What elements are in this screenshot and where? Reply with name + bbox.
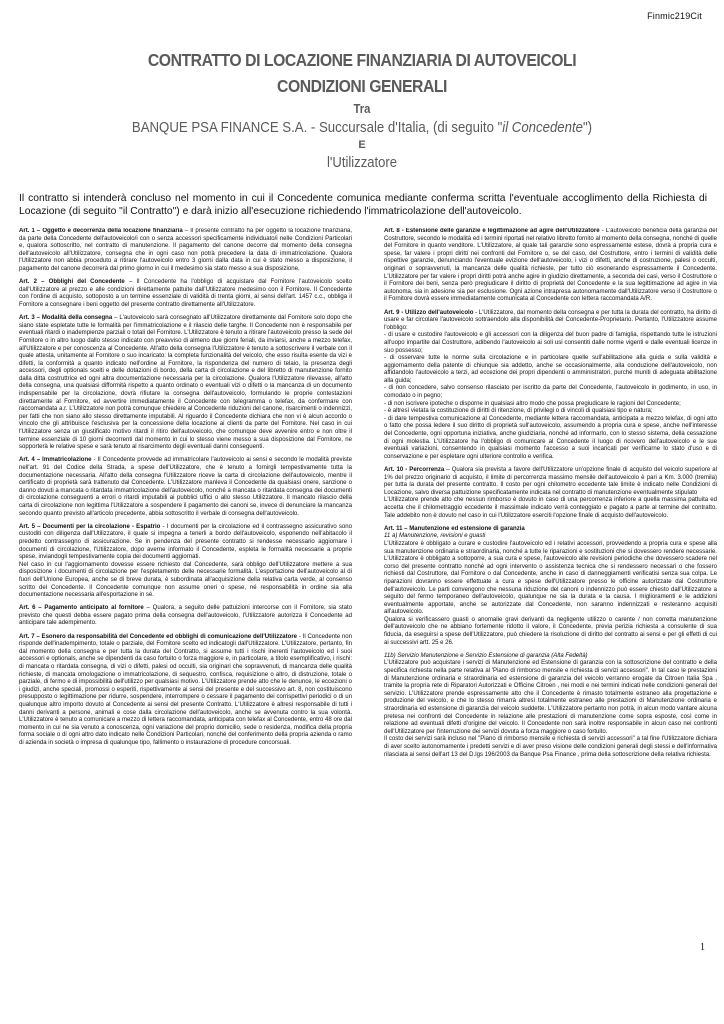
article-text: Il costo dei servizi sarà incluso nel "Piano di rimborso mensile e richiesta di servizi accessori" a tal fine l'Utilizzatore dichiara di aver scelto autonomamente i predetti servizi e di aver preso visione delle condizioni generali degli stessi e dell'informativa rilasciata ai sensi dell'art 13 del D.lgs 196/2003 da Banque Psa Finance , prima della sottoscrizione della relativa richiesta. <box>384 736 717 758</box>
article-text: Qualora si verificassero guasti o anomalie gravi derivanti da negligente utilizzo o carente / non corretta manutenzione dell'autoveicolo che ne abbiano fortemente ridotto il valore, il Concedente, previa perizia richiesta a consulente di sua fiducia, da eseguirsi a spese dell'Utilizzatore, può chiedere la risoluzione di diritto del contratto ai sensi e per gli effetti di cui ai successivi artt. 25 e 26. <box>384 616 717 646</box>
article-paragraph <box>384 228 717 304</box>
article-subheading: 11b) Servizio Manutenzione e Servizio Estensione di garanzia (Alta Fedeltà) <box>384 652 588 659</box>
article-text: - L'autoveicolo beneficia della garanzia del Costruttore, secondo le modalità ed i termini riportati nel relativo libretto fornito al momento della consegna, nonché di quelle del Fornitore in quanto venditore. L'Utilizzatore, al quale tali garanzie sono espressamente estese, dovrà a propria cura e spese, far valere i propri diritti nei confronti del Fornitore o, se del caso, del Costruttore, entro i termini di validità delle rispettive garanzie, denunciando l'eventuale evizione dell'autoveicolo, i vizi o difetti, anche di costruzione, palesi o occulti, originari o sopravvenuti, la mancanza delle qualità richieste, per tutto ciò esonerando espressamente il Concedente. L'Utilizzatore per far valere i propri diritti potrà anche agire in giudizio direttamente, a seconda dei casi, verso il Costruttore o il Fornitore dei beni, senza però pregiudicare il diritto di proprietà del Concedente e la sua legittimazione ad agire in via autonoma, sia in adesione sia per esclusione. Ogni azione intrapresa autonomamente dall'Utilizzatore verso il Costruttore o il Fornitore dovrà essere immediatamente comunicata al Concedente con lettera raccomandata A/R. <box>384 228 717 303</box>
party-lessor-name: BANQUE PSA FINANCE S.A. - Succursale d'Italia, (di seguito " <box>131 119 503 136</box>
article-text: - Il Concedente provvede ad immatricolare l'autoveicolo ai sensi e secondo le modalità previste nell'art. 91 del Codice della Strada, a spese dell'Utilizzatore, che è tenuto a fornirgli tempestivamente tutta la documentazione necessaria. All'atto della consegna l'Utilizzatore riceve la carta di circolazione dell'autoveicolo, mentre il certificato di proprietà sarà trattenuto dal Concedente. L'Utilizzatore manleva il Concedente da qualsiasi onere, sanzione o danno dovuti a mancata o ritardata immatricolazione dell'autoveicolo, nonché a mancata o ritardata consegna dei documenti di circolazione conseguenti a errori o ritardi imputabili ai pubblici uffici o allo stesso Utilizzatore. Il mancato rilascio della carta di circolazione non legittima l'Utilizzatore a sospendere il pagamento dei canoni se, invece di denunciare la mancanza secondo quanto previsto all'articolo precedente, abbia sottoscritto il verbale di consegna dell'autoveicolo. <box>19 457 352 517</box>
article-text: L'Utilizzatore è obbligato a curare e custodire l'autoveicolo ed i relativi accessori, provvedendo a propria cura e spese alla sua manutenzione ordinaria e straordinaria, nonché a tutte le riparazioni e sostituzioni che si dovessero rendere necessarie. L'Utilizzatore è obbligato a sottoporre, a sua cura e spese, l'autoveicolo alle revisioni periodiche che dovessero scadere nel corso del presente contratto nonché ad ogni intervento o assistenza tecnica che si rendessero necessari o che fossero richiesti dal Costruttore, dal Fornitore o dal Concedente, anche in caso di danneggiamenti verificatisi senza sua colpa. Le riparazioni dovranno essere effettuate a cura e spese dell'Utilizzatore presso le officine autorizzate dal Costruttore dell'autoveicolo. Le parti convengono che nessuna riduzione del canoni o indennizzo può essere chiesto dall'Utilizzatore a seguito del fermo temporaneo dell'autoveicolo, qualunque ne sia la durata e la causa. I miglioramenti e le addizioni eventualmente apportate, anche se autorizzate dal Concedente, non saranno indennizzati e resteranno acquisiti all'autoveicolo. <box>384 540 717 616</box>
article-text: Nel caso in cui l'aggiornamento dovesse essere richiesto dal Concedente, sarà obbligo dell'Utilizzatore mettere a sua disposizione i documenti di circolazione per l'espletamento delle necessarie formalità. L'esportazione dell'autoveicolo al di fuori dell'Unione Europea, anche se di breve durata, è subordinata all'acquisizione della relativa carta verde, al consenso scritto del Concedente. Il Concedente comunque non assume oneri o spese, né responsabilità in ordine sia alla documentazione necessaria all'esportazione in sé. <box>19 561 352 599</box>
between-label: Tra <box>353 102 371 116</box>
article-heading: Art. 10 - Percorrenza <box>384 467 445 473</box>
article-paragraph <box>384 416 717 462</box>
article-paragraph <box>19 457 352 518</box>
article-heading: Art. 6 – Pagamento anticipato al fornitore <box>19 605 144 612</box>
article-paragraph <box>384 401 717 409</box>
article-text: - di usare e custodire l'autoveicolo e gli accessori con la diligenza del buon padre di famiglia, rispettando tutte le istruzioni all'uopo impartite dal Costruttore, adibendo l'autoveicolo ai soli usi consentiti dalle norme vigenti e dalle eventuali licenze in suo possesso; <box>384 332 717 354</box>
article-text: – L'autoveicolo sarà consegnato all'Utilizzatore direttamente dal Fornitore solo dopo che siano state espletate tutte le formalità per l'immatricolazione e il rilascio delle targhe. Il Concedente non è responsabile per eventuali ritardi o inadempienze parziali o totali del Fornitore. L'Utilizzatore è tenuto a ritirare l'autoveicolo presso la sede del Fornitore o in altro luogo dallo stesso indicato con preavviso di almeno due giorni feriali, da inviarsi, anche a mezzo telefax, all'Utilizzatore e per conoscenza al Concedente. All'atto della consegna l'Utilizzatore è tenuto a sottoscrivere il verbale con il quale attesta, unitamente al Fornitore o suo incaricato: la completa funzionalità del veicolo, che esso risulta esente da vizi e difetti, la conformità a quanto indicato nell'ordine al Fornitore, la rispondenza del numero di telaio, la presenza degli accessori, degli optionals scelti e delle dotazioni di bordo, della carta di circolazione e del libretto di manutenzione fornito dalla ditta costruttrice ed ogni altra documentazione necessaria per la circolazione. Qualora l'Utilizzatore rilevasse, all'atto della consegna, una qualsiasi difformità rispetto a quanto ordinato o eventuali vizi o difetti o la mancanza di un documento indispensabile per la circolazione, dovrà rifiutare la consegna dell'autoveicolo, formulando le proprie contestazioni direttamente al Fornitore, ed avvertire immediatamente il Concedente con telegramma o telefax, da confermare con raccomandata a.r. L'Utilizzatore non potrà comunque chiedere al Concedente riduzioni del canone, risarcimenti o indennizzi, per fatti che non siano allo stesso direttamente imputabili. Al riguardo il Concedente dichiara che non vi è alcun accordo o vincolo che gli attribuisce l'esclusiva per la concessione della locazione ai clienti da parte del Fornitore. Nel caso in cui l'Utilizzatore senza un giustificato motivo ritardi il ritiro dell'autoveicolo, che comunque deve avvenire entro e non oltre il termine essenziale di 10 giorni decorrenti dal momento in cui lo stesso viene messo a sua disposizione dal Fornitore, ne sopporterà le relative spese e sarà tenuto al risarcimento degli eventuali danni conseguenti. <box>19 315 352 451</box>
article-paragraph <box>384 736 717 759</box>
article-paragraph <box>19 279 352 309</box>
article-paragraph <box>384 310 717 333</box>
article-text: - di osservare tutte le norme sulla circolazione e in particolare quelle sull'abilitazione alla guida e sulla validità e aggiornamento della patente di chiunque sia addetto, anche se occasionalmente, alla conduzione dell'autoveicolo, non affidandolo l'autoveicolo a terzi, ad eccezione dei propri dipendenti o amministratori, purché muniti di adeguata abilitazione alla guida; <box>384 355 717 384</box>
article-text: L'Utilizzatore prende atto che nessun rimborso è dovuto in caso di una percorrenza inferiore a quella massima pattuita ed accetta che il chilometraggio eccedente il massimale indicato verrà conteggiato e pagato a parte al termine del contratto. Tale addebito non è dovuto nel caso in cui l'Utilizzatore eserciti l'opzione finale di acquisto dell'autoveicolo. <box>384 497 717 519</box>
party-lessor <box>43 118 680 138</box>
contract-title: CONTRATTO DI LOCAZIONE FINANZIARIA DI AUTOVEICOLI <box>147 50 577 70</box>
article-text: - di non iscrivere ipoteche o disporne in qualsiasi altro modo che possa pregiudicare le ragioni del Concedente; <box>384 400 681 407</box>
article-text: – Il Concedente ha l'obbligo di acquistare dal Fornitore l'autoveicolo scelto dall'Utilizzatore al prezzo e alle condizioni direttamente pattuite dall'Utilizzatore medesimo con il Fornitore. Il Concedente con l'ordine di acquisto, sottoposto a un termine essenziale di validità di trenta giorni, ai sensi dell'art. 1457 c.c., obbliga il Fornitore a consegnare i beni oggetto del presente contratto direttamente all'Utilizzatore. <box>19 279 352 308</box>
party-lessee: l'Utilizzatore <box>327 155 397 171</box>
article-heading: Art. 3 – Modalità della consegna <box>19 315 113 322</box>
article-heading: Art. 2 – Obblighi del Concedente <box>19 279 125 286</box>
article-paragraph <box>384 653 717 737</box>
article-heading: Art. 5 – Documenti per la circolazione - Espatrio <box>19 523 161 530</box>
title-block <box>0 47 724 174</box>
article-heading: Art. 1 – Oggetto e decorrenza della locazione finanziaria <box>19 228 183 234</box>
intro-paragraph: Il contratto si intenderà concluso nel momento in cui il Concedente comunica mediante conferma scritta l'eventuale accoglimento della Richiesta di Locazione (di seguito "il Contratto") e darà inizio all'esecuzione richiedendo l'immatricolazione dell'autoveicolo. <box>19 193 707 217</box>
article-text: – Qualora sia prevista a favore dell'Utilizzatore un'opzione finale di acquisto del veicolo superiore al 1% del prezzo originario di acquisto, il limite di percorrenza massimo mensile dell'autoveicolo è pari a Km. 3.000 (tremila) per tutta la durata del presente contratto. Il costo per ogni chilometro eccedente tale limite è indicato nelle Condizioni di Locazione, salvo diversa pattuizione specificatamente indicata nel contratto di manutenzione eventualmente stipulato <box>384 467 717 496</box>
article-heading: Art. 9 - Utilizzo dell'autoveicolo <box>384 309 474 316</box>
article-paragraph <box>384 467 717 497</box>
article-paragraph <box>19 315 352 452</box>
article-paragraph <box>19 562 352 600</box>
article-paragraph <box>384 617 717 647</box>
article-heading: Art. 8 - Estensione delle garanzie e legittimazione ad agire dell'Utilizzatore <box>384 228 600 234</box>
left-column <box>19 228 352 943</box>
article-paragraph <box>384 533 717 617</box>
article-text: - I documenti per la circolazione ed il contrassegno assicurativo sono custoditi con diligenza dall'Utilizzatore, il quale si impegna a tenerli a bordo dell'autoveicolo, esponendo nell'abitacolo il predetto contrassegno di assicurazione. Se in pendenza del presente contratto si rendesse necessario aggiornare i documenti di circolazione, l'Utilizzatore, dopo averne informato il Concedente, espleta le formalità necessarie a proprie spese, inviandogli tempestivamente copia dei documenti aggiornati. <box>19 523 352 561</box>
article-paragraph <box>384 408 717 416</box>
page-number: 1 <box>700 942 705 953</box>
article-text: L'Utilizzatore può acquistare i servizi di Manutenzione ed Estensione di garanzia con la sottoscrizione del contratto e della specifica richiesta nella parte relativa al 'Piano di rimborso mensile e richiesta di servizi accessori''. In tal caso le prestazioni di Manutenzione ordinaria e straordinaria ed estensione di garanzia del veicolo verranno erogate da Citroen Italia Spa , tramite la propria rete di Riparatori Autorizzati e Officine Citroen , nei modi e nei termini indicati nelle condizioni generali del servizio. L'Utilizzatore prende espressamente atto che il Concedente è rimasto totalmente estraneo alla progettazione e produzione del veicolo, e che lo stesso rimarrà altresì totalmente estraneo alle prestazioni di Manutenzione ordinaria e straordinaria ed estensione di garanzia del veicolo suddette. L'Utilizzatore pertanto non potrà, in alcun modo vantare alcuna pretesa nei confronti del Concedente in relazione alle prestazioni di manutenzione come sopra esposte, così come in relazione ad eventuali difetti d'origine del veicolo. Il Concedente non sarà inoltre responsabile in alcun caso nei confronti dell'Utilizzatore per l'interruzione dei servizi dovuta a forza maggiore o caso fortuito. <box>384 660 717 735</box>
article-text: - di dare tempestiva comunicazione al Concedente, mediante lettera raccomandata, anticipata a mezzo telefax, di ogni atto o fatto che possa ledere il suo diritto di proprietà sull'autoveicolo, assumendo a propria cura e spese, anche nell'interesse del Concedente, ogni opportuna iniziativa, anche giudiziaria, nonché ad informarlo, con lo stesso sistema, della cessazione di ogni molestia. L'Utilizzatore ha l'obbligo di comunicare al Concedente il luogo di ricovero dell'autoveicolo e le sue eventuali variazioni, consentendo in qualsiasi momento l'accesso a suoi incaricati per verificarne lo stato d'uso e di conservazione e per espletare ogni ulteriore controllo e verifica. <box>384 415 717 460</box>
party-lessor-end: ") <box>582 119 593 136</box>
article-paragraph <box>19 634 352 748</box>
article-text: – Qualora, a seguito delle pattuizioni intercorse con il Fornitore, sia stato previsto che questi debba essere pagato prima della consegna dell'autoveicolo, l'Utilizzatore autorizza il Concedente ad anticipare tale adempimento. <box>19 605 352 627</box>
article-text: – Il presente contratto ha per oggetto la locazione finanziaria, da parte della Concedente dell'autoveicolo/i con o senza accessori specificamente individuato/i nelle Condizioni Particolari e, qualora sottoscritto, nel contratto di manutenzione. Il pagamento del canone decorre dal momento della consegna dell'autoveicolo all'Utilizzatore, consegna che in ogni caso non potrà precedere la data di immatricolazione. Qualora l'Utilizzatore non abbia proceduto a ritirare l'autoveicolo entro 3 giorni dalla data in cui è stato messo a disposizione, il pagamento del canone decorrerà dal primo giorno in cui il medesimo sia stato messo a sua disposizione. <box>19 228 352 272</box>
article-heading: Art. 7 – Esonero da responsabilità del Concedente ed obblighi di comunicazione dell'Utilizzatore <box>19 633 298 640</box>
article-paragraph <box>384 332 717 355</box>
article-subheading: 11 a) Manutenzione, revisioni e guasti <box>384 533 486 540</box>
article-text: - è altresì vietata la costituzione di diritti di ritenzione, di privilegi o di vincoli di qualsiasi tipo e natura; <box>384 408 653 415</box>
article-paragraph <box>19 524 352 562</box>
article-paragraph <box>384 385 717 400</box>
document-code: Finmic219Cit <box>647 11 702 21</box>
article-heading: Art. 11 – Manutenzione ed estensione di garanzia <box>384 525 525 532</box>
article-paragraph <box>384 355 717 385</box>
party-lessor-alias: il Concedente <box>502 119 583 136</box>
contract-subtitle: CONDIZIONI GENERALI <box>277 76 447 96</box>
and-label: E <box>358 139 366 151</box>
right-column <box>384 228 717 943</box>
article-text: - L'Utilizzatore, dal momento della consegna e per tutta la durata del contratto, ha diritto di usare e far circolare l'autoveicolo sottraendolo alla disponibilità del Concedente-Proprietario. Pertanto, l'Utilizzatore assume l'obbligo: <box>384 309 717 331</box>
article-paragraph <box>384 497 717 520</box>
article-text: - di non concedere, salvo consenso rilasciato per iscritto da parte del Concedente, l'autoveicolo in godimento, in uso, in comodato o in pegno; <box>384 385 717 400</box>
article-text: - Il Concedente non risponde dell'inadempimento, totale o parziale, del Fornitore scelto ed indicatogli dall'Utilizzatore. L'Utilizzatore, pertanto, fin dal momento della consegna e per tutta la durata del Contratto, si assume tutti i rischi inerenti l'autoveicolo ed i suoi accessori e optionals, anche se dipendenti da caso fortuito o forza maggiore e, in particolare, a titolo esemplificativo, i rischi: di mancata o ritardata consegna, di vizi o difetti, palesi od occulti, sia originari che sopravvenuti, di mancanza delle qualità richieste, di mancata omologazione o immatricolazione, di sequestro, confisca, requisizione o altro, di distruzione, totale o parziale, di fermo e di impossibilità dell'utilizzo per qualsiasi motivo. L'Utilizzatore prende atto che le denunce, le eccezioni o i giudizi, anche speciali, promossi o esperiti, rispettivamente ai sensi del presente e del successivo art. 8, non costituiscono presupposto o legittimazione per ridurre, sospendere, interrompere o cessare il pagamento dei corrispettivi periodici o di un qualunque altro importo dovuto al Concedente ai sensi del presente Contratto. L'Utilizzatore è altresì responsabile di tutti i danni derivanti a persone, animali e cose dalla circolazione dell'autoveicolo, anche se avvenuta contro la sua volontà. L'Utilizzatore è tenuto a comunicare a mezzo di lettera raccomandata, anticipata con telefax al Concedente, entro 48 ore dal momento in cui ne sia venuto a conoscenza, ogni variazione del proprio domicilio, sede o residenza, modifica della propria forma sociale o di ogni altro dato indicato nelle Condizioni Particolari, nonché del conferimento della propria azienda o ramo di azienda in società o impresa di qualunque tipo, fallimento o instaurazione di procedure concorsuali. <box>19 633 352 746</box>
article-heading: Art. 4 – Immatricolazione <box>19 457 92 464</box>
article-paragraph <box>19 605 352 628</box>
article-paragraph <box>19 228 352 274</box>
